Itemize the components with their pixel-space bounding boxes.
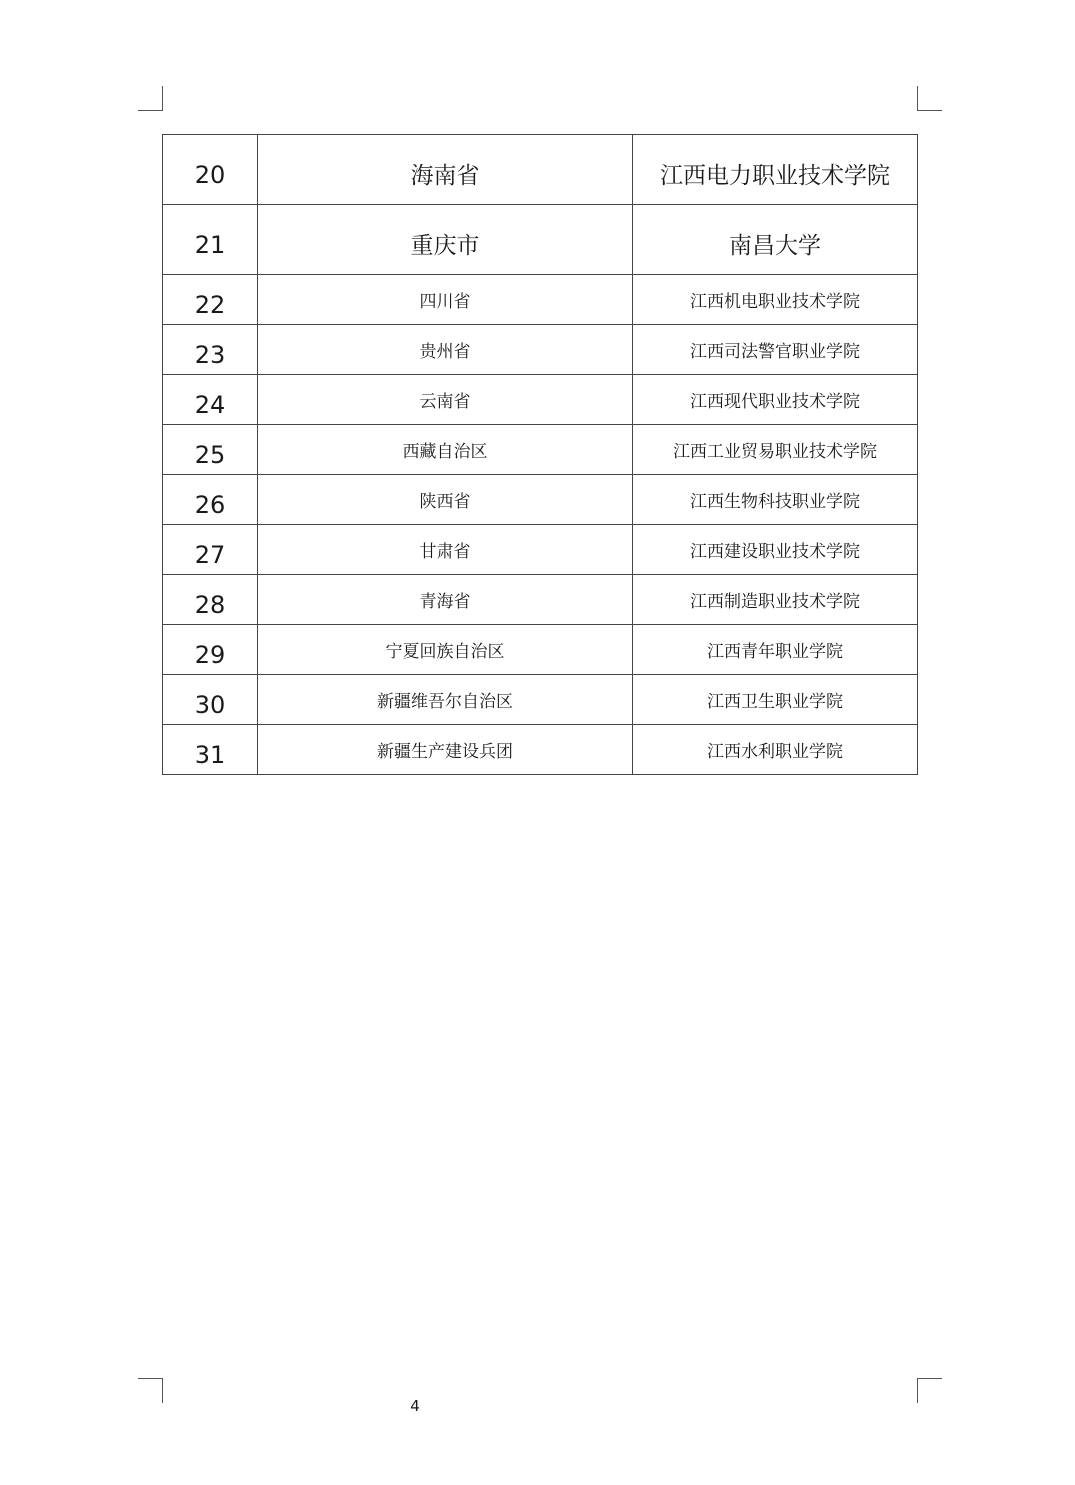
school-cell: 江西建设职业技术学院 — [633, 525, 918, 575]
province-cell: 云南省 — [258, 375, 633, 425]
row-number: 25 — [163, 425, 258, 475]
table-row — [163, 525, 918, 575]
school-cell: 江西青年职业学院 — [633, 625, 918, 675]
school-cell: 江西机电职业技术学院 — [633, 275, 918, 325]
province-cell: 新疆维吾尔自治区 — [258, 675, 633, 725]
province-cell: 四川省 — [258, 275, 633, 325]
province-cell: 甘肃省 — [258, 525, 633, 575]
province-cell: 西藏自治区 — [258, 425, 633, 475]
province-cell: 陕西省 — [258, 475, 633, 525]
crop-mark-top-right — [917, 86, 942, 111]
row-number: 29 — [163, 625, 258, 675]
table-row — [163, 375, 918, 425]
page-number: 4 — [410, 1397, 420, 1415]
table-row — [163, 135, 918, 205]
table-row — [163, 725, 918, 775]
school-cell: 江西工业贸易职业技术学院 — [633, 425, 918, 475]
row-number: 30 — [163, 675, 258, 725]
province-cell: 宁夏回族自治区 — [258, 625, 633, 675]
province-cell: 新疆生产建设兵团 — [258, 725, 633, 775]
assignment-table — [162, 134, 918, 775]
table-row — [163, 425, 918, 475]
province-cell: 重庆市 — [258, 205, 633, 275]
row-number: 24 — [163, 375, 258, 425]
row-number: 31 — [163, 725, 258, 775]
school-cell: 江西卫生职业学院 — [633, 675, 918, 725]
province-cell: 海南省 — [258, 135, 633, 205]
school-cell: 江西司法警官职业学院 — [633, 325, 918, 375]
row-number: 21 — [163, 205, 258, 275]
table-row — [163, 575, 918, 625]
row-number: 23 — [163, 325, 258, 375]
school-cell: 江西现代职业技术学院 — [633, 375, 918, 425]
table-row — [163, 275, 918, 325]
crop-mark-top-left — [138, 86, 163, 111]
row-number: 22 — [163, 275, 258, 325]
school-cell: 江西电力职业技术学院 — [633, 135, 918, 205]
row-number: 27 — [163, 525, 258, 575]
row-number: 26 — [163, 475, 258, 525]
province-cell: 青海省 — [258, 575, 633, 625]
school-cell: 南昌大学 — [633, 205, 918, 275]
table-row — [163, 475, 918, 525]
crop-mark-bottom-left — [138, 1378, 163, 1403]
province-cell: 贵州省 — [258, 325, 633, 375]
row-number: 28 — [163, 575, 258, 625]
table-row — [163, 205, 918, 275]
school-cell: 江西生物科技职业学院 — [633, 475, 918, 525]
table-row — [163, 675, 918, 725]
crop-mark-bottom-right — [917, 1378, 942, 1403]
table-row — [163, 625, 918, 675]
row-number: 20 — [163, 135, 258, 205]
school-cell: 江西水利职业学院 — [633, 725, 918, 775]
school-cell: 江西制造职业技术学院 — [633, 575, 918, 625]
table-row — [163, 325, 918, 375]
